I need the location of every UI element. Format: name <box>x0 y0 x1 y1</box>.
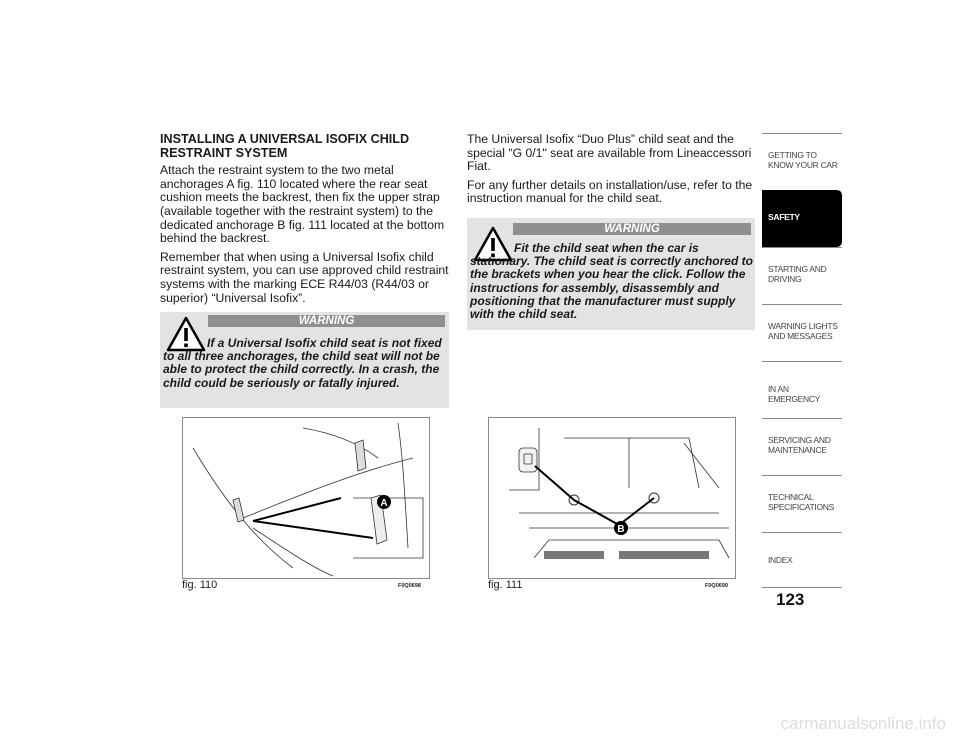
tab-emergency[interactable]: IN AN EMERGENCY <box>762 361 842 418</box>
paragraph-duo-plus: The Universal Isofix “Duo Plus” child seat and the special "G 0/1" seat are available from Lineaccessori Fiat. <box>467 132 752 174</box>
upper-anchorage-illustration <box>489 418 735 578</box>
tab-servicing[interactable]: SERVICING AND MAINTENANCE <box>762 418 842 475</box>
paragraph-install: Attach the restraint system to the two metal anchorages A fig. 110 located where the rear seat cushion meets the backrest, then fix the upper strap (available together with the restraint system) to the dedicated anchorage B fig. 111 located at the bottom behind the backrest. <box>160 163 445 246</box>
tab-index[interactable]: INDEX <box>762 532 842 588</box>
tab-safety[interactable]: SAFETY <box>762 190 842 247</box>
figure-caption: fig. 111 <box>488 579 523 591</box>
tab-warning-lights[interactable]: WARNING LIGHTS AND MESSAGES <box>762 304 842 361</box>
left-column <box>160 133 452 310</box>
warning-box-right <box>467 218 755 330</box>
section-heading: INSTALLING A UNIVERSAL ISOFIX CHILD RESTRAINT SYSTEM <box>160 132 410 160</box>
figure-code: F0Q0698 <box>398 583 421 589</box>
warning-text: Fit the child seat when the car is stationary. The child seat is correctly anchored to the brackets when you hear the click. Follow the instructions for assembly, disassembly and positioning that the manufacturer must supply with the child seat. <box>470 241 753 322</box>
paragraph-approval: Remember that when using a Universal Isofix child restraint system, you can use approved child restraint systems with the marking ECE R44/03 (R44/03 or superior) “Universal Isofix”. <box>160 249 449 305</box>
figure-111 <box>488 417 736 579</box>
warning-box-left <box>160 312 449 408</box>
isofix-anchorage-illustration <box>183 418 429 578</box>
tab-starting-driving[interactable]: STARTING AND DRIVING <box>762 247 842 304</box>
paragraph-details: For any further details on installation/use, refer to the instruction manual for the child seat. <box>467 177 753 206</box>
warning-title: WARNING <box>208 315 445 327</box>
figure-110 <box>182 417 430 579</box>
right-column <box>467 133 757 211</box>
tab-getting-to-know[interactable]: GETTING TO KNOW YOUR CAR <box>762 133 842 190</box>
watermark: carmanualsonline.info <box>0 706 960 742</box>
page-number: 123 <box>776 590 805 609</box>
callout-a: A <box>380 498 388 509</box>
figure-caption: fig. 110 <box>182 579 218 591</box>
callout-b: B <box>617 524 625 535</box>
warning-text: If a Universal Isofix child seat is not fixed to all three anchorages, the child seat will not be able to protect the child correctly. In a crash, the child could be seriously or fatally injured. <box>163 336 442 390</box>
warning-title: WARNING <box>513 223 751 235</box>
figure-code: F0Q0699 <box>705 583 728 589</box>
tab-technical[interactable]: TECHNICAL SPECIFICATIONS <box>762 475 842 532</box>
